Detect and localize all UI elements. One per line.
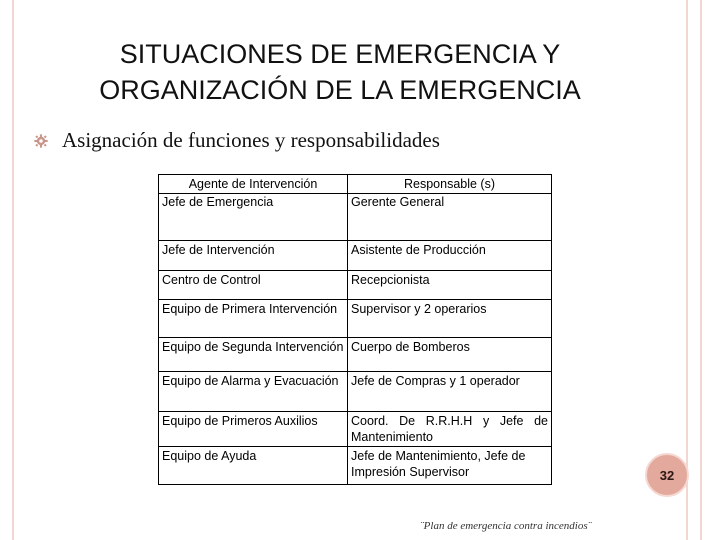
gear-icon	[34, 134, 48, 148]
table-row	[159, 447, 552, 485]
table-row	[159, 271, 552, 300]
left-border-line	[12, 0, 14, 540]
right-border-bar	[686, 0, 702, 540]
responsible-cell: Cuerpo de Bomberos	[348, 338, 552, 372]
title-line-2: ORGANIZACIÓN DE LA EMERGENCIA	[99, 75, 581, 105]
agent-cell: Equipo de Alarma y Evacuación	[159, 372, 348, 412]
footer-caption: ¨Plan de emergencia contra incendios¨	[420, 520, 592, 532]
title-line-1: SITUACIONES DE EMERGENCIA Y	[119, 39, 561, 69]
responsible-cell: Recepcionista	[348, 271, 552, 300]
agent-cell: Equipo de Primeros Auxilios	[159, 412, 348, 447]
agent-cell: Jefe de Emergencia	[159, 194, 348, 241]
page-number-badge: 32	[645, 453, 689, 497]
column-header-responsible: Responsable (s)	[348, 175, 552, 194]
responsible-cell: Coord. De R.R.H.H y Jefe de Mantenimiento	[348, 412, 552, 447]
responsible-cell: Gerente General	[348, 194, 552, 241]
table-row	[159, 194, 552, 241]
responsible-cell: Jefe de Compras y 1 operador	[348, 372, 552, 412]
responsibilities-table	[158, 174, 552, 485]
agent-cell: Centro de Control	[159, 271, 348, 300]
slide-title	[40, 36, 640, 108]
table-row	[159, 372, 552, 412]
table-row	[159, 412, 552, 447]
table-row	[159, 338, 552, 372]
agent-cell: Equipo de Segunda Intervención	[159, 338, 348, 372]
responsible-cell: Jefe de Mantenimiento, Jefe de Impresión Supervisor	[348, 447, 552, 485]
agent-cell: Equipo de Ayuda	[159, 447, 348, 485]
column-header-agent: Agente de Intervención	[159, 175, 348, 194]
table-header-row	[159, 175, 552, 194]
responsible-cell: Supervisor y 2 operarios	[348, 300, 552, 338]
bullet-text: Asignación de funciones y responsabilidades	[62, 128, 440, 152]
responsible-cell: Asistente de Producción	[348, 241, 552, 271]
agent-cell: Equipo de Primera Intervención	[159, 300, 348, 338]
table-row	[159, 300, 552, 338]
agent-cell: Jefe de Intervención	[159, 241, 348, 271]
bullet-item	[34, 128, 440, 153]
table-row	[159, 241, 552, 271]
